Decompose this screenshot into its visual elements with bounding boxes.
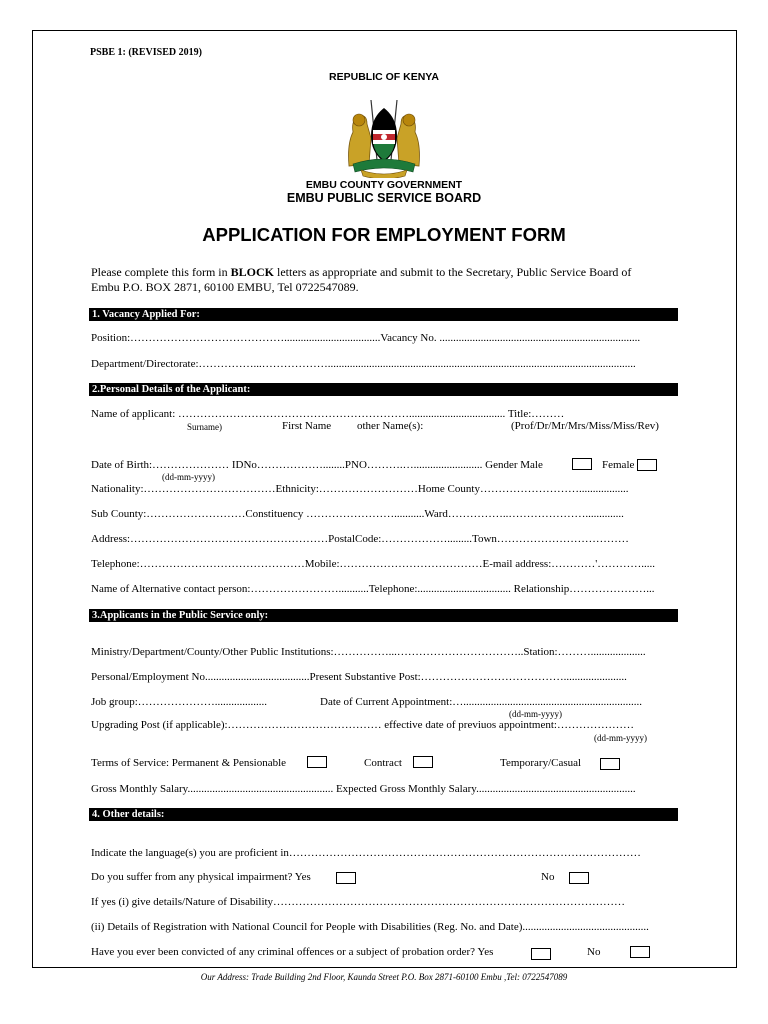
name-field[interactable]: Name of applicant: ………………………………………………………................................... Title:……… (91, 408, 565, 420)
first-name-hint: First Name (282, 420, 332, 432)
male-checkbox[interactable] (572, 458, 592, 470)
alt-contact-field[interactable]: Name of Alternative contact person:……………………...........Telephone:.................................. Relationship…………………... (91, 583, 655, 595)
telephone-field[interactable]: Telephone:………………………………………Mobile:…………………………………E-mail address:…………'…………..... (91, 558, 656, 570)
footer-address: Our Address: Trade Building 2nd Floor, Kaunda Street P.O. Box 2871-60100 Embu ,Tel: 0722547089 (200, 972, 568, 982)
address-field[interactable]: Address:………………………………………………PostalCode:……………….........Town……………………………… (91, 533, 629, 545)
board-heading: EMBU PUBLIC SERVICE BOARD (286, 191, 482, 205)
form-code: PSBE 1: (REVISED 2019) (90, 47, 202, 58)
page-title: APPLICATION FOR EMPLOYMENT FORM (202, 224, 566, 245)
conviction-no-label: No (587, 946, 601, 958)
intro-text-1: Please complete this form in (91, 265, 231, 279)
contract-checkbox[interactable] (413, 756, 433, 768)
section-personal-header: 2.Personal Details of the Applicant: (89, 383, 678, 396)
ministry-field[interactable]: Ministry/Department/County/Other Public Institutions:……………...……………………………..Station:……….................... (91, 646, 646, 658)
intro-line-2: Embu P.O. BOX 2871, 60100 EMBU, Tel 0722547089. (91, 280, 359, 294)
position-field[interactable]: Position:……………………………………...................................Vacancy No. ......................................................................... (91, 332, 641, 344)
job-group-field[interactable]: Job group:…………………................... (91, 696, 267, 708)
title-options-hint: (Prof/Dr/Mr/Mrs/Miss/Miss/Rev) (511, 420, 659, 432)
nationality-field[interactable]: Nationality:………………………………Ethnicity:………………………Home County……………………….................. (91, 483, 629, 495)
intro-text-2: letters as appropriate and submit to the Secretary, Public Service Board of (273, 265, 632, 279)
impairment-no-checkbox[interactable] (569, 872, 589, 884)
impairment-yes-checkbox[interactable] (336, 872, 356, 884)
conviction-yes-checkbox[interactable] (531, 948, 551, 960)
republic-heading: REPUBLIC OF KENYA (329, 71, 439, 83)
upgrading-date-hint: (dd-mm-yyyy) (594, 733, 647, 743)
dob-format-hint: (dd-mm-yyyy) (162, 472, 215, 482)
current-appointment-hint: (dd-mm-yyyy) (509, 709, 562, 719)
registration-field[interactable]: (ii) Details of Registration with National Council for People with Disabilities (Reg. No. and Date).............................................. (91, 921, 649, 933)
subcounty-field[interactable]: Sub County:………………………Constituency ……………………...........Ward……………..………………….............. (91, 508, 624, 520)
conviction-no-checkbox[interactable] (630, 946, 650, 958)
upgrading-post-field[interactable]: Upgrading Post (if applicable):…………………………………… effective date of previuos appointment:………………… (91, 719, 634, 731)
permanent-checkbox[interactable] (307, 756, 327, 768)
dob-id-field[interactable]: Date of Birth:………………… IDNo………………........PNO……….…......................... Gender Male (91, 459, 543, 471)
current-appointment-field[interactable]: Date of Current Appointment:…................................................................. (320, 696, 643, 708)
disability-details-field[interactable]: If yes (i) give details/Nature of Disability…………………………………………………………………………………… (91, 896, 626, 908)
department-field[interactable]: Department/Directorate:……………...………………................................................................................................................ (91, 358, 636, 370)
impairment-question: Do you suffer from any physical impairment? Yes (91, 871, 311, 883)
terms-label: Terms of Service: Permanent & Pensionable (91, 757, 287, 769)
conviction-question: Have you ever been convicted of any criminal offences or a subject of probation order? Yes (91, 946, 494, 958)
female-label: Female (602, 459, 635, 471)
intro-bold: BLOCK (230, 265, 274, 279)
temporary-label: Temporary/Casual (500, 757, 582, 769)
county-government-heading: EMBU COUNTY GOVERNMENT (305, 179, 463, 191)
female-checkbox[interactable] (637, 459, 657, 471)
personal-number-field[interactable]: Personal/Employment No......................................Present Substantive Post:…………………………………....................... (91, 671, 627, 683)
surname-hint: Surname) (187, 422, 222, 432)
other-names-hint: other Name(s): (357, 420, 424, 432)
impairment-no-label: No (541, 871, 555, 883)
temporary-checkbox[interactable] (600, 758, 620, 770)
coat-of-arms-logo (343, 94, 425, 178)
languages-field[interactable]: Indicate the language(s) you are proficient in…………………………………………………………………………………… (91, 847, 641, 859)
section-public-service-header: 3.Applicants in the Public Service only: (89, 609, 678, 622)
section-other-header: 4. Other details: (89, 808, 678, 821)
contract-label: Contract (364, 757, 402, 769)
section-vacancy-header: 1. Vacancy Applied For: (89, 308, 678, 321)
salary-field[interactable]: Gross Monthly Salary..................................................... Expected Gross Monthly Salary.......................................................... (91, 783, 636, 795)
intro-line-1 (91, 265, 631, 280)
